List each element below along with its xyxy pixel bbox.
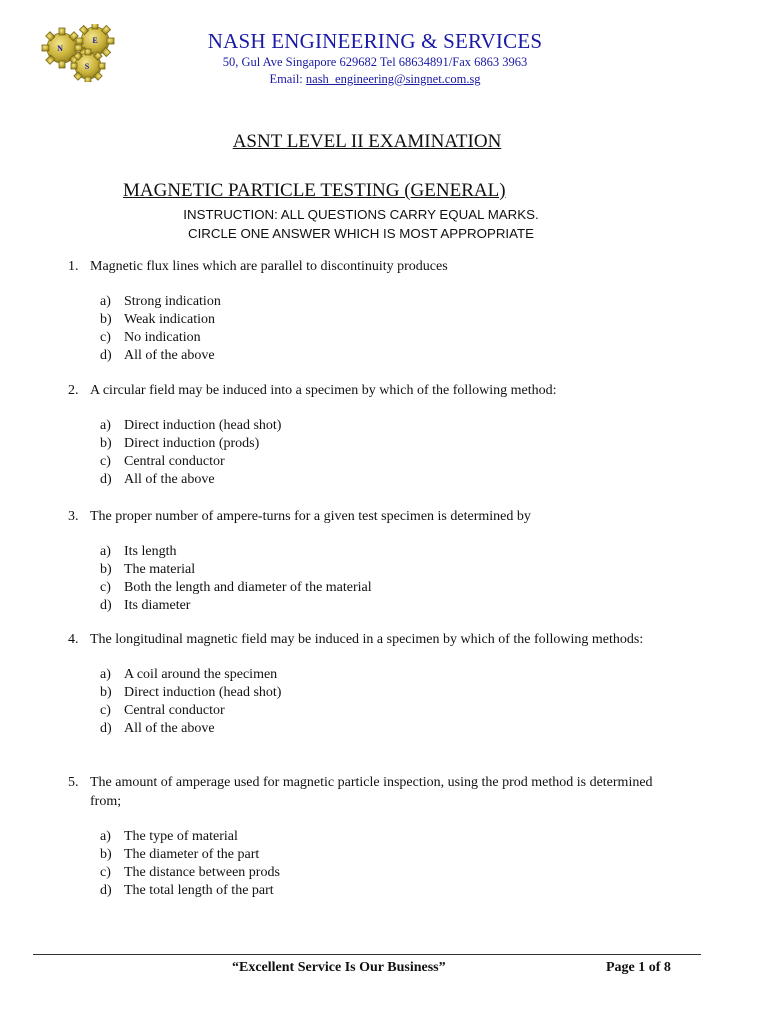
email-label: Email: — [269, 72, 306, 86]
option-text: Both the length and diameter of the material — [124, 580, 372, 595]
option-text: All of the above — [124, 721, 215, 736]
logo-letter-s: S — [84, 62, 90, 71]
answer-option[interactable] — [100, 702, 668, 720]
answer-options — [100, 666, 668, 738]
option-letter: d) — [100, 598, 112, 613]
option-text: Its length — [124, 544, 177, 559]
page-number: Page 1 of 8 — [606, 960, 671, 975]
option-text: Its diameter — [124, 598, 191, 613]
option-letter: a) — [100, 544, 111, 559]
option-letter: c) — [100, 703, 111, 718]
answer-option[interactable] — [100, 435, 668, 453]
instructions — [130, 205, 592, 243]
question-number: 1. — [68, 259, 79, 274]
answer-option[interactable] — [100, 597, 668, 615]
instruction-line: INSTRUCTION: ALL QUESTIONS CARRY EQUAL MARKS. — [183, 207, 539, 222]
company-logo — [40, 24, 130, 82]
option-text: Central conductor — [124, 703, 225, 718]
company-address: 50, Gul Ave Singapore 629682 Tel 68634891/Fax 6863 3963 — [222, 55, 528, 69]
question-text: The longitudinal magnetic field may be induced in a specimen by which of the following methods: — [90, 632, 644, 647]
option-letter: b) — [100, 685, 112, 700]
answer-option[interactable] — [100, 684, 668, 702]
question-number: 2. — [68, 383, 79, 398]
option-text: The diameter of the part — [124, 847, 260, 862]
answer-option[interactable] — [100, 720, 668, 738]
option-letter: b) — [100, 312, 112, 327]
option-letter: d) — [100, 721, 112, 736]
answer-option[interactable] — [100, 543, 668, 561]
subject-title: MAGNETIC PARTICLE TESTING (GENERAL) — [123, 180, 506, 201]
option-letter: b) — [100, 562, 112, 577]
answer-option[interactable] — [100, 471, 668, 489]
footer-divider — [33, 954, 701, 955]
company-email-line — [150, 71, 600, 88]
answer-option[interactable] — [100, 882, 668, 900]
option-letter: d) — [100, 472, 112, 487]
answer-option[interactable] — [100, 347, 668, 365]
option-letter: d) — [100, 348, 112, 363]
option-letter: c) — [100, 865, 111, 880]
footer-motto: “Excellent Service Is Our Business” — [232, 960, 446, 975]
question-number: 3. — [68, 509, 79, 524]
question-text: The amount of amperage used for magnetic particle inspection, using the prod method is determined from; — [90, 775, 653, 809]
company-header — [150, 28, 600, 88]
option-letter: c) — [100, 580, 111, 595]
option-text: The material — [124, 562, 196, 577]
option-text: Central conductor — [124, 454, 225, 469]
answer-option[interactable] — [100, 311, 668, 329]
answer-options — [100, 293, 668, 365]
option-text: Direct induction (head shot) — [124, 418, 282, 433]
option-text: Weak indication — [124, 312, 216, 327]
question-text: Magnetic flux lines which are parallel to discontinuity produces — [90, 259, 448, 274]
option-text: The total length of the part — [124, 883, 274, 898]
question-number: 5. — [68, 775, 79, 790]
exam-title: ASNT LEVEL II EXAMINATION — [232, 131, 502, 152]
option-letter: a) — [100, 294, 111, 309]
option-text: Direct induction (head shot) — [124, 685, 282, 700]
answer-options — [100, 417, 668, 489]
question-1 — [68, 257, 668, 365]
option-text: Strong indication — [124, 294, 221, 309]
option-text: A coil around the specimen — [124, 667, 278, 682]
answer-option[interactable] — [100, 453, 668, 471]
option-letter: c) — [100, 454, 111, 469]
option-text: Direct induction (prods) — [124, 436, 260, 451]
answer-option[interactable] — [100, 864, 668, 882]
company-name: NASH ENGINEERING & SERVICES — [207, 29, 543, 53]
email-link[interactable]: nash_engineering@singnet.com.sg — [305, 72, 481, 86]
question-text: A circular field may be induced into a specimen by which of the following method: — [90, 383, 557, 398]
logo-letter-n: N — [57, 44, 63, 53]
option-letter: a) — [100, 667, 111, 682]
question-5 — [68, 773, 668, 900]
answer-option[interactable] — [100, 828, 668, 846]
option-text: All of the above — [124, 472, 215, 487]
answer-options — [100, 828, 668, 900]
answer-option[interactable] — [100, 579, 668, 597]
question-number: 4. — [68, 632, 79, 647]
option-letter: a) — [100, 418, 111, 433]
answer-option[interactable] — [100, 417, 668, 435]
option-letter: b) — [100, 847, 112, 862]
option-text: All of the above — [124, 348, 215, 363]
option-letter: b) — [100, 436, 112, 451]
answer-options — [100, 543, 668, 615]
answer-option[interactable] — [100, 666, 668, 684]
question-4 — [68, 630, 668, 738]
gear-logo-icon — [40, 24, 130, 82]
instruction-line: CIRCLE ONE ANSWER WHICH IS MOST APPROPRIATE — [187, 226, 535, 241]
question-2 — [68, 381, 668, 489]
option-text: The distance between prods — [124, 865, 280, 880]
option-letter: c) — [100, 330, 111, 345]
option-text: No indication — [124, 330, 201, 345]
answer-option[interactable] — [100, 846, 668, 864]
question-3 — [68, 507, 668, 615]
question-text: The proper number of ampere-turns for a given test specimen is determined by — [90, 509, 531, 524]
option-letter: d) — [100, 883, 112, 898]
option-text: The type of material — [124, 829, 238, 844]
answer-option[interactable] — [100, 293, 668, 311]
logo-letter-e: E — [92, 36, 98, 45]
answer-option[interactable] — [100, 561, 668, 579]
option-letter: a) — [100, 829, 111, 844]
answer-option[interactable] — [100, 329, 668, 347]
